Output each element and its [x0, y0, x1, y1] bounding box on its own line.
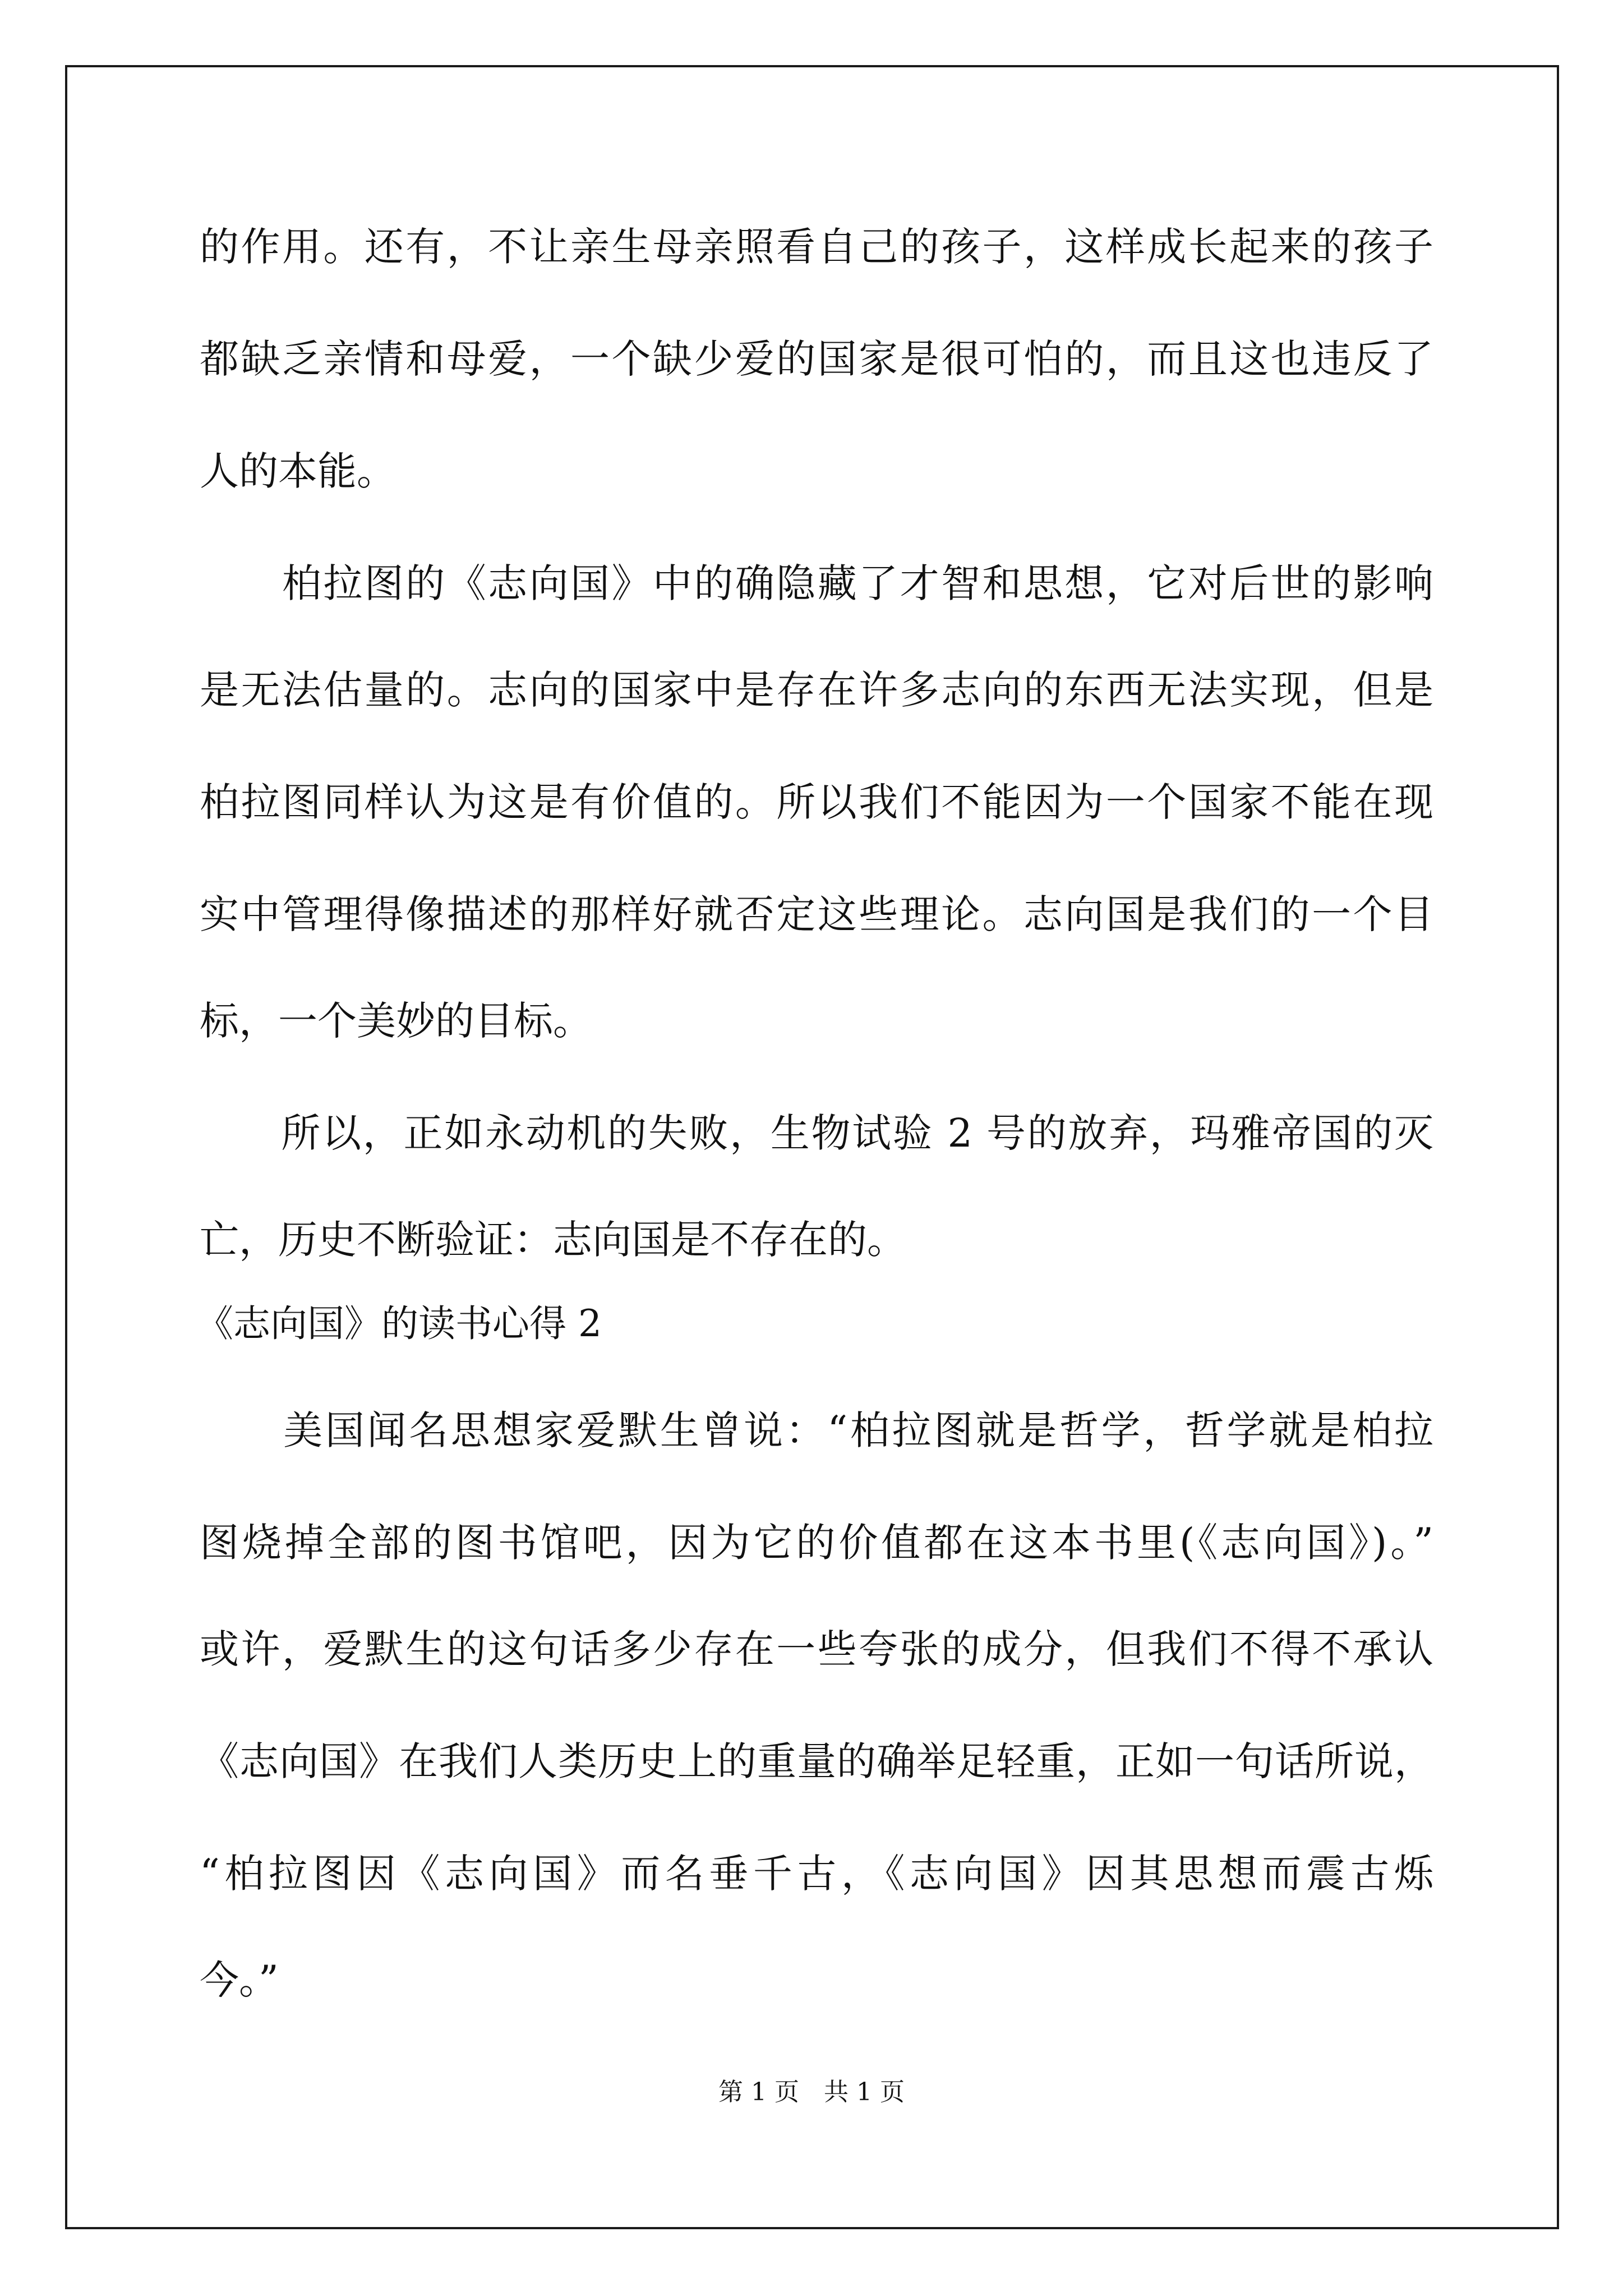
paragraph-line: 都缺乏亲情和母爱，一个缺少爱的国家是很可怕的，而且这也违反了	[200, 336, 1433, 382]
paragraph-line: 人的本能。	[200, 448, 396, 494]
paragraph-line: 《志向国》在我们人类历史上的重量的确举足轻重，正如一句话所说，	[200, 1738, 1433, 1784]
section-heading: 《志向国》的读书心得 2	[196, 1302, 602, 1345]
paragraph-line: 是无法估量的。志向的国家中是存在许多志向的东西无法实现，但是	[200, 667, 1433, 713]
paragraph-line: 今。”	[200, 1957, 279, 2003]
paragraph-line: 美国闻名思想家爱默生曾说：“柏拉图就是哲学，哲学就是柏拉	[200, 1407, 1433, 1453]
paragraph-line: 的作用。还有，不让亲生母亲照看自己的孩子，这样成长起来的孩子	[200, 224, 1433, 270]
paragraph-line: 图烧掉全部的图书馆吧，因为它的价值都在这本书里(《志向国》)。”	[200, 1520, 1433, 1566]
paragraph-line: 标，一个美妙的目标。	[200, 998, 592, 1044]
page-number-footer: 第 1 页 共 1 页	[718, 2078, 905, 2106]
paragraph-line: “柏拉图因《志向国》而名垂千古，《志向国》因其思想而震古烁	[200, 1851, 1433, 1897]
paragraph-line: 亡，历史不断验证：志向国是不存在的。	[200, 1217, 906, 1263]
paragraph-line: 柏拉图的《志向国》中的确隐藏了才智和思想，它对后世的影响	[200, 560, 1433, 606]
paragraph-line: 柏拉图同样认为这是有价值的。所以我们不能因为一个国家不能在现	[200, 779, 1433, 825]
paragraph-line: 实中管理得像描述的那样好就否定这些理论。志向国是我们的一个目	[200, 891, 1433, 937]
paragraph-line: 或许，爱默生的这句话多少存在一些夸张的成分，但我们不得不承认	[200, 1626, 1433, 1672]
paragraph-line: 所以，正如永动机的失败，生物试验 2 号的放弃，玛雅帝国的灭	[200, 1110, 1433, 1156]
